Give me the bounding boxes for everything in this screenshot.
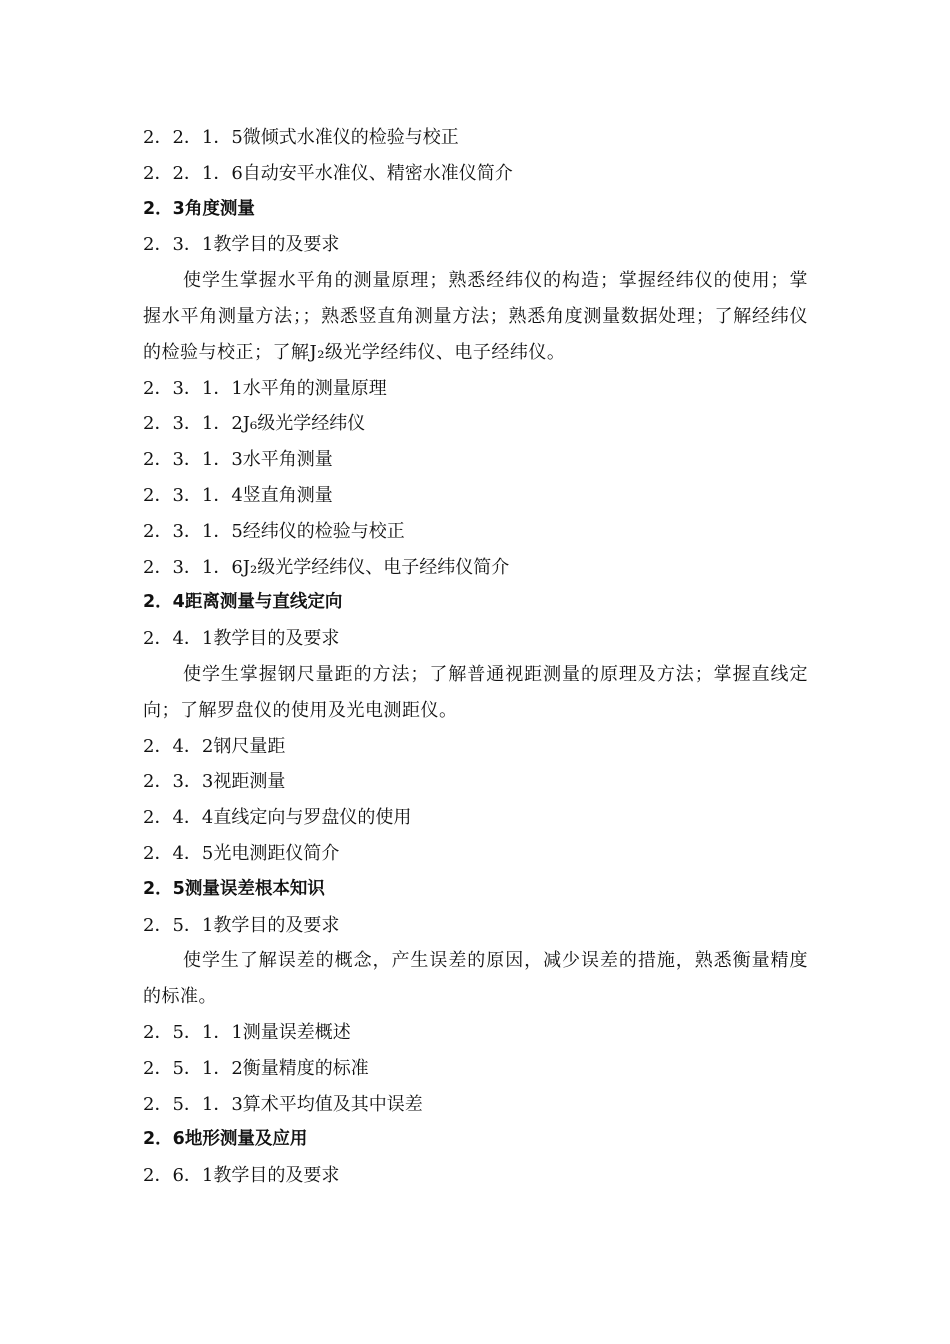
- section-heading: 2．3角度测量: [143, 198, 255, 219]
- section-item: 2．3．1．4竖直角测量: [143, 484, 333, 506]
- section-item: 2．5．1．3算术平均值及其中误差: [143, 1093, 423, 1115]
- section-item: 2．4．4直线定向与罗盘仪的使用: [143, 807, 412, 829]
- section-item: 2．3．1．1水平角的测量原理: [143, 377, 387, 399]
- section-item: 2．3．1．5经纬仪的检验与校正: [143, 520, 405, 542]
- section-item: 2．5．1．2衡量精度的标准: [143, 1057, 369, 1079]
- section-item: 2．5．1教学目的及要求: [143, 914, 340, 936]
- section-item: 2．3．1．2J₆级光学经纬仪: [143, 413, 366, 435]
- section-item: 2．6．1教学目的及要求: [143, 1165, 340, 1187]
- section-item: 2．3．3视距测量: [143, 771, 286, 793]
- body-paragraph: 使学生掌握钢尺量距的方法；了解普通视距测量的原理及方法；掌握直线定向；了解罗盘仪的使用及光电测距仪。: [143, 663, 808, 721]
- section-item: 2．3．1教学目的及要求: [143, 234, 340, 256]
- section-item: 2．5．1．1测量误差概述: [143, 1021, 351, 1043]
- body-paragraph: 使学生了解误差的概念，产生误差的原因，减少误差的措施，熟悉衡量精度的标准。: [143, 950, 808, 1008]
- section-item: 2．4．2钢尺量距: [143, 735, 286, 757]
- section-item: 2．3．1．3水平角测量: [143, 449, 333, 471]
- section-item: 2．2．1．5微倾式水准仪的检验与校正: [143, 127, 459, 148]
- section-item: 2．3．1．6J₂级光学经纬仪、电子经纬仪简介: [143, 556, 510, 578]
- body-paragraph: 使学生掌握水平角的测量原理；熟悉经纬仪的构造；掌握经纬仪的使用；掌握水平角测量方法；；熟悉竖直角测量方法；熟悉角度测量数据处理；了解经纬仪的检验与校正；了解J₂级光学经纬仪、电子经纬仪。: [143, 270, 808, 363]
- section-heading: 2．4距离测量与直线定向: [143, 592, 343, 613]
- section-item: 2．4．1教学目的及要求: [143, 628, 340, 650]
- section-item: 2．4．5光电测距仪简介: [143, 842, 340, 864]
- document-body: [143, 120, 808, 1194]
- section-heading: 2．6地形测量及应用: [143, 1129, 308, 1150]
- section-heading: 2．5测量误差根本知识: [143, 878, 325, 899]
- section-item: 2．2．1．6自动安平水准仪、精密水准仪简介: [143, 162, 513, 184]
